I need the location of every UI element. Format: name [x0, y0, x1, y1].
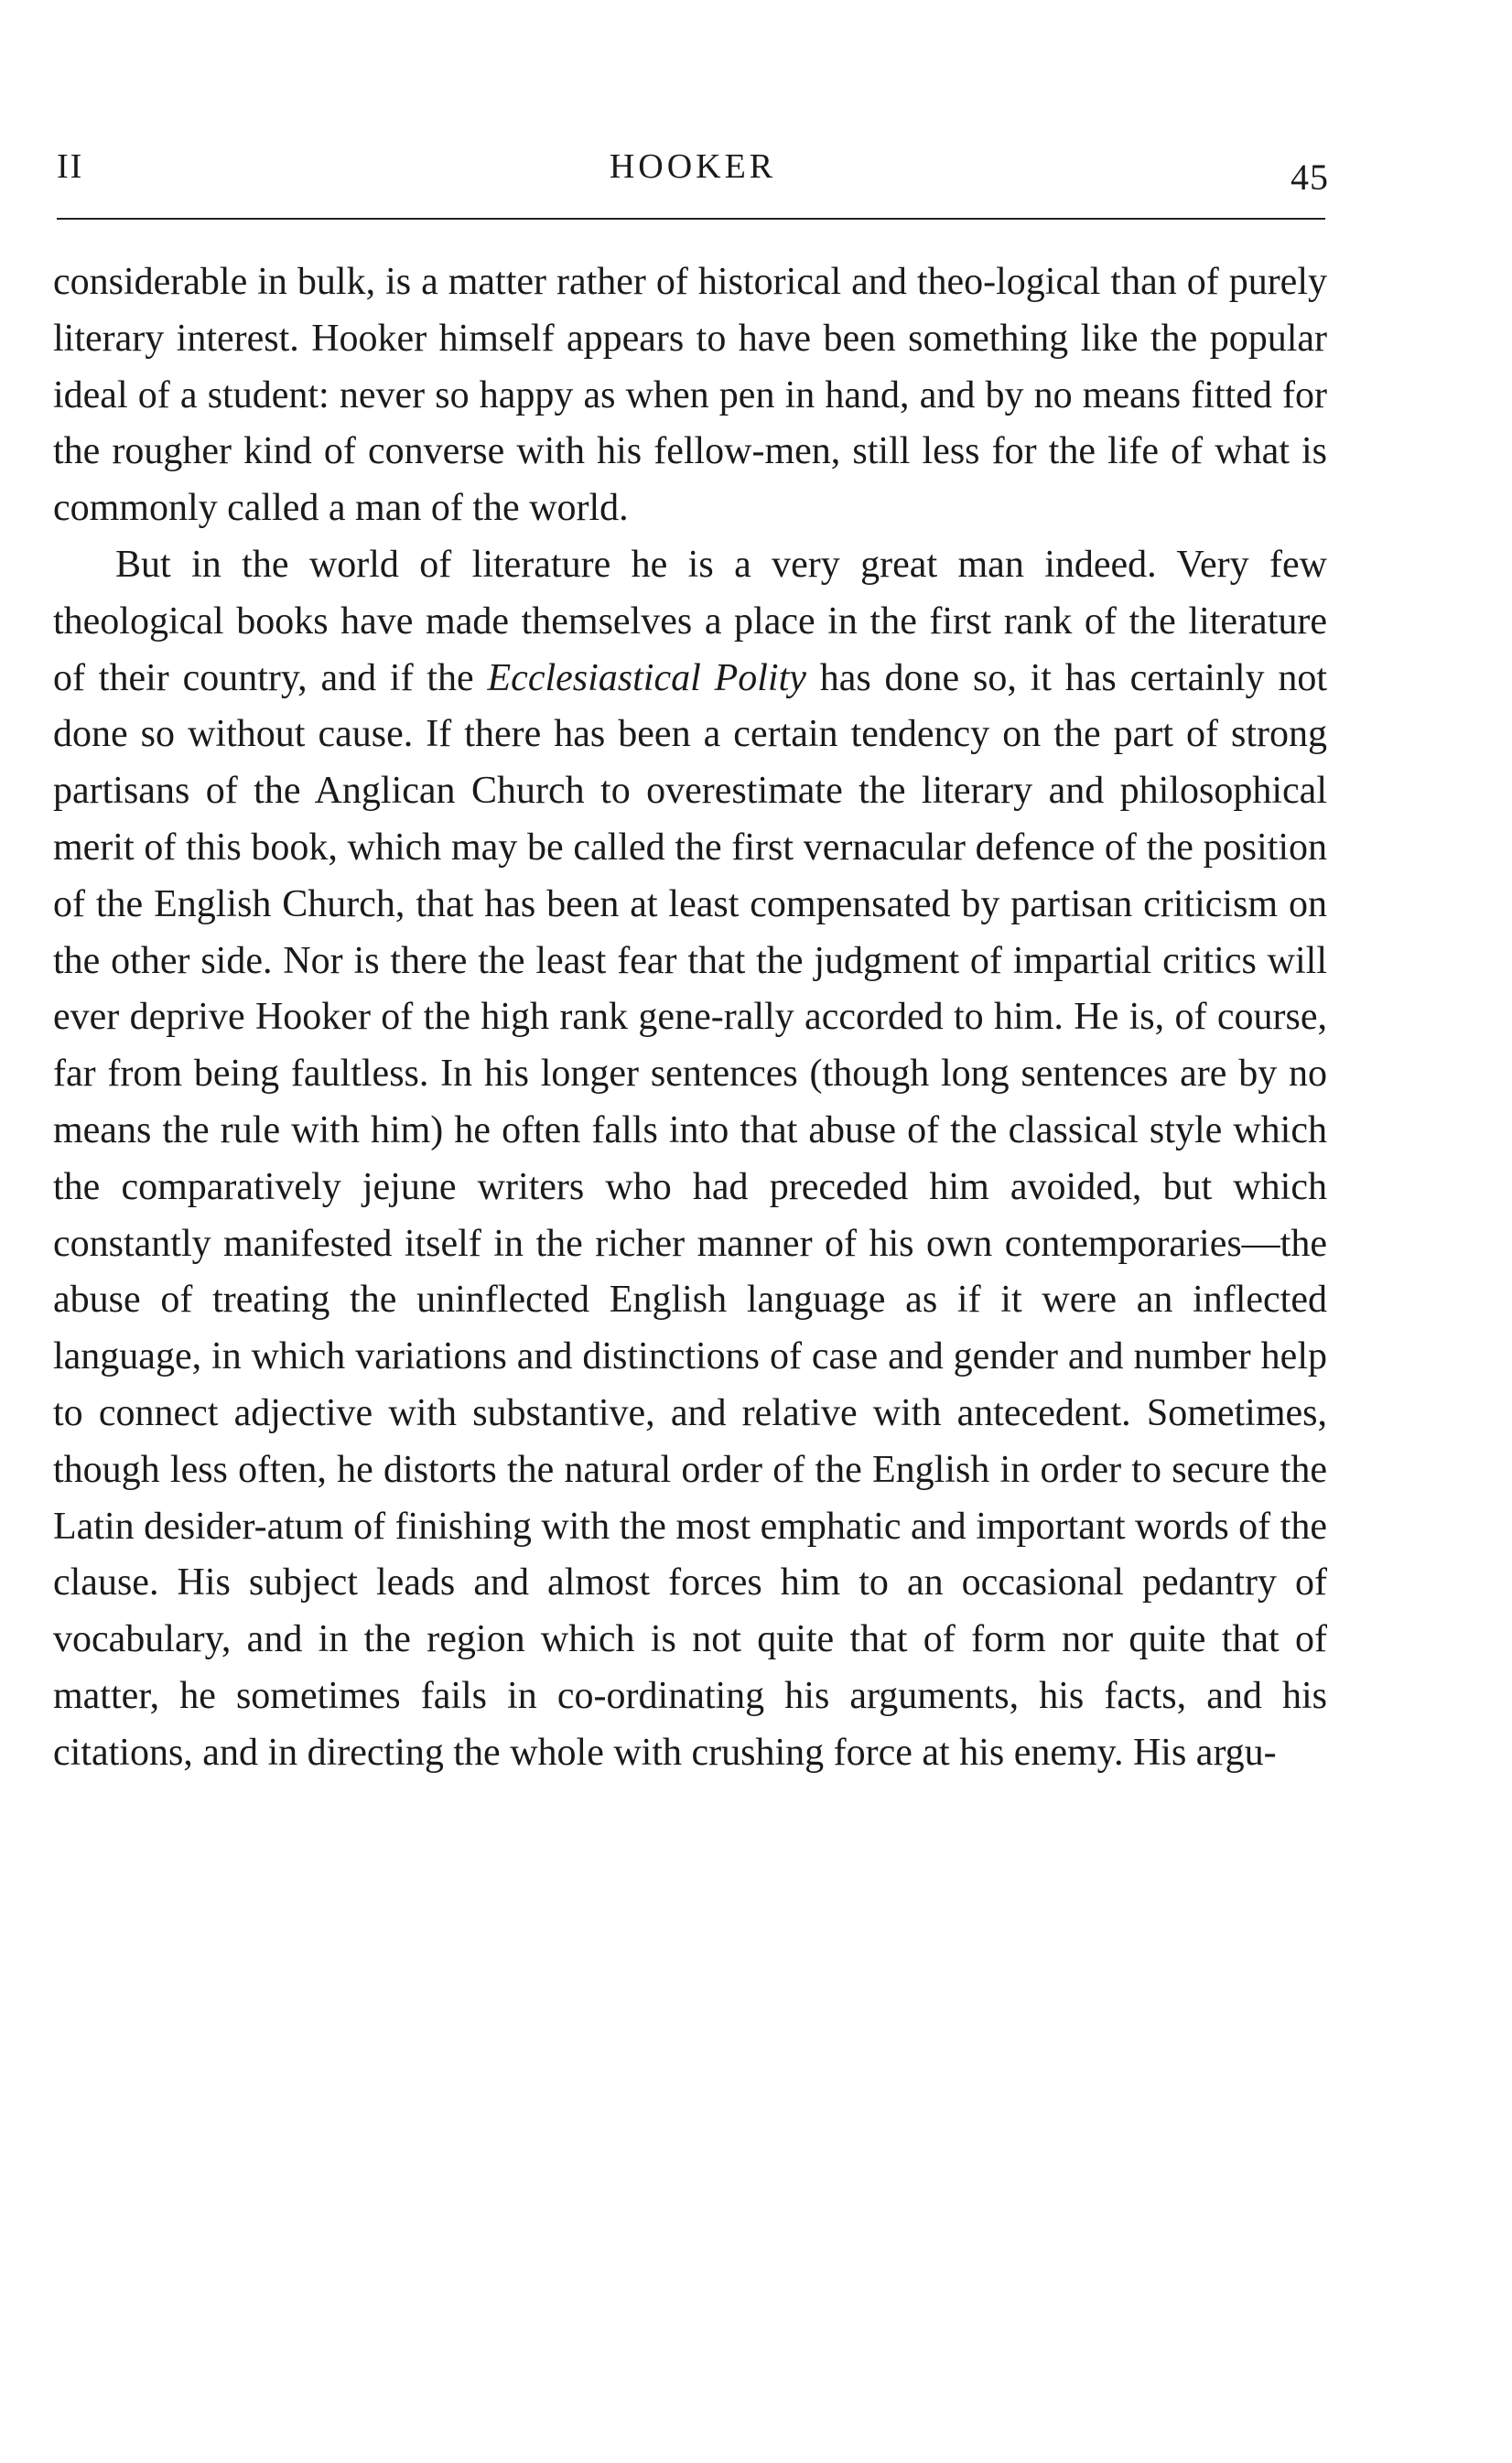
chapter-number: II [57, 147, 84, 186]
running-title: HOOKER [609, 147, 777, 186]
paragraph-2-text-after: has done so, it has certainly not done so without cause. If there has been a certain tendency on the part of strong partisans of the Anglican Church to overestimate the literary and philosophical merit of this book, which may be called the first vernacular defence of the position of the English Church, that has been at least compensated by partisan criticism on the other side. Nor is there the least fear that the judgment of impartial critics will ever deprive Hooker of the high rank gene-rally accorded to him. He is, of course, far from being faultless. In his longer sentences (though long sentences are by no means the rule with him) he often falls into that abuse of the classical style which the comparatively jejune writers who had preceded him avoided, but which constantly manifested itself in the richer manner of his own contemporaries—the abuse of treating the uninflected English language as if it were an inflected language, in which variations and distinctions of case and gender and number help to connect adjective with substantive, and relative with antecedent. Sometimes, though less often, he distorts the natural order of the English in order to secure the Latin desider-atum of finishing with the most emphatic and important words of the clause. His subject leads and almost forces him to an occasional pedantry of vocabulary, and in the region which is not quite that of form nor quite that of matter, he sometimes fails in co-ordinating his arguments, his facts, and his citations, and in directing the whole with crushing force at his enemy. His argu- [53, 656, 1327, 1774]
paragraph-2 [53, 537, 1327, 1782]
running-head [57, 146, 1329, 201]
paragraph-2-text-before: But in the world of literature he is a very great man indeed. Very few theological books have made themselves a place in the first rank of the literature of their country, and if the [53, 543, 1327, 699]
header-rule [57, 218, 1325, 220]
book-title-italic: Ecclesiastical Polity [487, 656, 806, 699]
page-number: 45 [1291, 157, 1329, 198]
body-text [53, 254, 1327, 1782]
paragraph-1: considerable in bulk, is a matter rather of historical and theo-logical than of purely literary interest. Hooker himself appears to have been something like the popular ideal of a student: never so happy as when pen in hand, and by no means fitted for the rougher kind of converse with his fellow-men, still less for the life of what is commonly called a man of the world. [53, 261, 1327, 530]
